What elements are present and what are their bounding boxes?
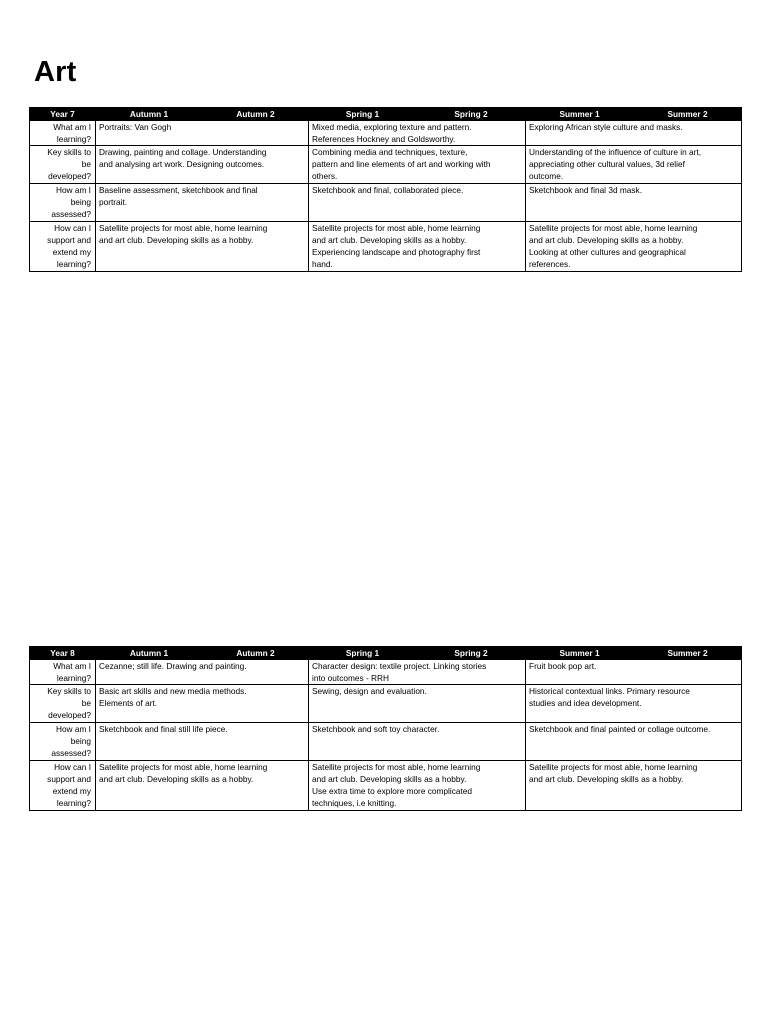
summer-cell: Exploring African style culture and masks. bbox=[526, 121, 742, 146]
autumn-cell: Cezanne; still life. Drawing and painting. bbox=[96, 660, 309, 685]
table-row bbox=[30, 660, 742, 685]
table-row bbox=[30, 222, 742, 272]
spring-cell: Sketchbook and final, collaborated piece. bbox=[309, 184, 526, 222]
row-label: How am I being assessed? bbox=[30, 723, 96, 761]
spring-cell: Sewing, design and evaluation. bbox=[309, 685, 526, 723]
summer-cell: Fruit book pop art. bbox=[526, 660, 742, 685]
table-row bbox=[30, 121, 742, 146]
row-label: What am I learning? bbox=[30, 660, 96, 685]
summer-cell: Satellite projects for most able, home learning and art club. Developing skills as a hobby. Looking at other cultures and geographical references. bbox=[526, 222, 742, 272]
summer-2-header: Summer 2 bbox=[634, 647, 742, 660]
table-row bbox=[30, 723, 742, 761]
spring-cell: Combining media and techniques, texture, pattern and line elements of art and working with others. bbox=[309, 146, 526, 184]
autumn-1-header: Autumn 1 bbox=[96, 108, 203, 121]
year-7-curriculum-table bbox=[29, 107, 742, 272]
row-label: What am I learning? bbox=[30, 121, 96, 146]
row-label: Key skills to be developed? bbox=[30, 146, 96, 184]
spring-cell: Satellite projects for most able, home learning and art club. Developing skills as a hobby. Experiencing landscape and photography first hand. bbox=[309, 222, 526, 272]
page-title: Art bbox=[34, 56, 77, 88]
autumn-cell: Drawing, painting and collage. Understanding and analysing art work. Designing outcomes. bbox=[96, 146, 309, 184]
spring-1-header: Spring 1 bbox=[309, 647, 417, 660]
summer-2-header: Summer 2 bbox=[634, 108, 742, 121]
autumn-2-header: Autumn 2 bbox=[203, 647, 309, 660]
spring-1-header: Spring 1 bbox=[309, 108, 417, 121]
spring-2-header: Spring 2 bbox=[417, 647, 526, 660]
summer-cell: Understanding of the influence of culture in art, appreciating other cultural values, 3d relief outcome. bbox=[526, 146, 742, 184]
row-label: How can I support and extend my learning? bbox=[30, 761, 96, 811]
row-label: How am I being assessed? bbox=[30, 184, 96, 222]
year-header: Year 8 bbox=[30, 647, 96, 660]
summer-1-header: Summer 1 bbox=[526, 647, 634, 660]
row-label: How can I support and extend my learning? bbox=[30, 222, 96, 272]
spring-cell: Sketchbook and soft toy character. bbox=[309, 723, 526, 761]
year-header: Year 7 bbox=[30, 108, 96, 121]
row-label: Key skills to be developed? bbox=[30, 685, 96, 723]
spring-cell: Satellite projects for most able, home learning and art club. Developing skills as a hobby. Use extra time to explore more complicated techniques, i.e knitting. bbox=[309, 761, 526, 811]
table-row bbox=[30, 761, 742, 811]
table-header-row bbox=[30, 108, 742, 121]
spring-cell: Mixed media, exploring texture and pattern. References Hockney and Goldsworthy. bbox=[309, 121, 526, 146]
table-row bbox=[30, 146, 742, 184]
summer-cell: Historical contextual links. Primary resource studies and idea development. bbox=[526, 685, 742, 723]
autumn-cell: Satellite projects for most able, home learning and art club. Developing skills as a hobby. bbox=[96, 761, 309, 811]
table-row bbox=[30, 184, 742, 222]
summer-cell: Sketchbook and final painted or collage outcome. bbox=[526, 723, 742, 761]
autumn-1-header: Autumn 1 bbox=[96, 647, 203, 660]
autumn-cell: Satellite projects for most able, home learning and art club. Developing skills as a hobby. bbox=[96, 222, 309, 272]
summer-cell: Sketchbook and final 3d mask. bbox=[526, 184, 742, 222]
autumn-cell: Portraits: Van Gogh bbox=[96, 121, 309, 146]
summer-1-header: Summer 1 bbox=[526, 108, 634, 121]
spring-cell: Character design: textile project. Linking stories into outcomes - RRH bbox=[309, 660, 526, 685]
autumn-cell: Sketchbook and final still life piece. bbox=[96, 723, 309, 761]
autumn-2-header: Autumn 2 bbox=[203, 108, 309, 121]
table-row bbox=[30, 685, 742, 723]
summer-cell: Satellite projects for most able, home learning and art club. Developing skills as a hobby. bbox=[526, 761, 742, 811]
year-8-curriculum-table bbox=[29, 646, 742, 811]
table-header-row bbox=[30, 647, 742, 660]
autumn-cell: Baseline assessment, sketchbook and final portrait. bbox=[96, 184, 309, 222]
autumn-cell: Basic art skills and new media methods. Elements of art. bbox=[96, 685, 309, 723]
spring-2-header: Spring 2 bbox=[417, 108, 526, 121]
